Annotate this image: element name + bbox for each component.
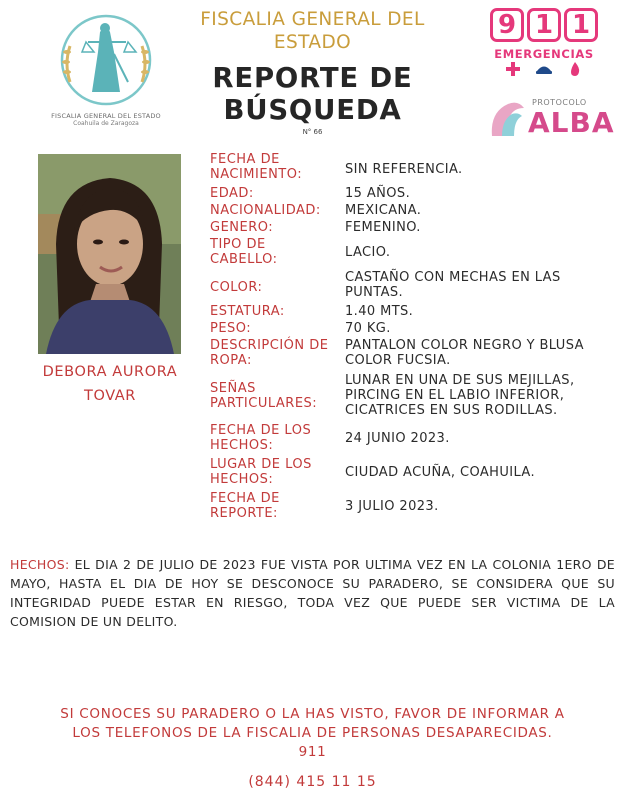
label-line: TIPO DE <box>210 237 266 252</box>
label-line: FECHA DE <box>210 152 280 167</box>
field-value-color <box>345 270 561 300</box>
contact-phone: (844) 415 11 15 <box>248 774 377 790</box>
contact-notice-line3: 911 <box>298 744 327 760</box>
value-line: PUNTAS. <box>345 285 404 300</box>
value-line: CASTAÑO CON MECHAS EN LAS <box>345 270 561 285</box>
field-value-hair-type <box>345 245 390 260</box>
value-line: 3 JULIO 2023. <box>345 499 439 514</box>
emergency-digit: 1 <box>564 8 598 42</box>
emergency-label: EMERGENCIAS <box>494 47 594 61</box>
protocolo-alba-logo <box>488 96 615 142</box>
value-line: LACIO. <box>345 245 391 260</box>
label-line: COLOR: <box>210 280 263 295</box>
label-line: CABELLO: <box>210 252 278 267</box>
field-label-event-place <box>210 457 312 487</box>
emergency-digit: 1 <box>527 8 561 42</box>
report-title-line1: REPORTE DE <box>212 62 413 94</box>
value-line: PIRCING EN EL LABIO INFERIOR, <box>345 388 565 403</box>
field-value-report-date <box>345 499 439 514</box>
medical-cross-icon <box>506 62 520 76</box>
label-line: HECHOS: <box>210 472 274 487</box>
label-line: NACIMIENTO: <box>210 167 303 182</box>
field-label-age <box>210 186 254 201</box>
alba-subtitle: PROTOCOLO <box>532 98 587 107</box>
label-line: FECHA DE <box>210 491 280 506</box>
person-name-line1: DEBORA AURORA <box>42 364 178 380</box>
alba-emblem-icon <box>488 96 530 140</box>
value-line: PANTALON COLOR NEGRO Y BLUSA <box>345 338 584 353</box>
label-line: DESCRIPCIÓN DE <box>210 338 329 353</box>
field-value-event-date <box>345 431 450 446</box>
label-line: FECHA DE LOS <box>210 423 312 438</box>
field-label-hair-type <box>210 237 278 267</box>
field-value-birthdate <box>345 162 463 177</box>
contact-notice <box>20 705 605 762</box>
logo-subcaption: Coahuila de Zaragoza <box>73 120 139 127</box>
label-line: ROPA: <box>210 353 252 368</box>
logo-caption: FISCALIA GENERAL DEL ESTADO <box>51 112 161 120</box>
emergency-911-badge <box>488 8 600 80</box>
field-label-birthdate <box>210 152 302 182</box>
report-title <box>180 62 445 126</box>
value-line: 24 JUNIO 2023. <box>345 431 450 446</box>
field-value-weight <box>345 321 391 336</box>
value-line: CICATRICES EN SUS RODILLAS. <box>345 403 558 418</box>
incident-label: HECHOS: <box>10 557 70 572</box>
value-line: 15 AÑOS. <box>345 186 411 201</box>
field-label-report-date <box>210 491 280 521</box>
field-label-height <box>210 304 285 319</box>
field-label-clothing <box>210 338 328 368</box>
field-value-nationality <box>345 203 421 218</box>
fire-icon <box>568 62 582 76</box>
missing-person-photo <box>38 154 181 354</box>
alba-title: ALBA <box>528 106 615 139</box>
label-line: SEÑAS <box>210 381 256 396</box>
label-line: EDAD: <box>210 186 254 201</box>
emergency-digit: 9 <box>490 8 524 42</box>
value-line: COLOR FUCSIA. <box>345 353 451 368</box>
field-value-clothing <box>345 338 584 368</box>
label-line: PARTICULARES: <box>210 396 318 411</box>
field-value-marks <box>345 373 575 418</box>
value-line: CIUDAD ACUÑA, COAHUILA. <box>345 465 536 480</box>
field-value-event-place <box>345 465 535 480</box>
value-line: 70 KG. <box>345 321 391 336</box>
label-line: GENERO: <box>210 220 274 235</box>
field-label-nationality <box>210 203 321 218</box>
agency-name-line2: ESTADO <box>273 32 352 53</box>
field-label-gender <box>210 220 273 235</box>
person-name <box>25 360 195 408</box>
contact-notice-line1: SI CONOCES SU PARADERO O LA HAS VISTO, FAVOR DE INFORMAR A <box>60 706 565 722</box>
label-line: REPORTE: <box>210 506 278 521</box>
value-line: FEMENINO. <box>345 220 421 235</box>
field-label-color <box>210 280 262 295</box>
value-line: MEXICANA. <box>345 203 422 218</box>
police-cap-icon <box>535 62 553 76</box>
label-line: HECHOS: <box>210 438 274 453</box>
field-label-marks <box>210 381 317 411</box>
label-line: NACIONALIDAD: <box>210 203 321 218</box>
value-line: 1.40 MTS. <box>345 304 414 319</box>
value-line: SIN REFERENCIA. <box>345 162 463 177</box>
agency-name-line1: FISCALIA GENERAL DEL <box>200 9 425 30</box>
incident-description <box>10 555 615 631</box>
label-line: LUGAR DE LOS <box>210 457 312 472</box>
label-line: ESTATURA: <box>210 304 285 319</box>
agency-name <box>180 8 445 54</box>
contact-notice-line2: LOS TELEFONOS DE LA FISCALIA DE PERSONAS DESAPARECIDAS. <box>72 725 553 741</box>
person-name-line2: TOVAR <box>83 388 136 404</box>
field-label-event-date <box>210 423 311 453</box>
label-line: PESO: <box>210 321 252 336</box>
field-value-height <box>345 304 413 319</box>
field-value-gender <box>345 220 421 235</box>
field-label-weight <box>210 321 251 336</box>
report-title-line2: BÚSQUEDA <box>223 94 402 126</box>
incident-text: EL DIA 2 DE JULIO DE 2023 FUE VISTA POR ULTIMA VEZ EN LA COLONIA 1ERO DE MAYO, HASTA EL DIA DE HOY SE DESCONOCE SU PARADERO, SE CONSIDERA QUE SU INTEGRIDAD PUEDE ESTAR EN RIESGO, TODA VEZ QUE PUEDE SER VICTIMA DE LA COMISION DE UN DELITO. <box>10 557 615 629</box>
field-value-age <box>345 186 410 201</box>
value-line: LUNAR EN UNA DE SUS MEJILLAS, <box>345 373 575 388</box>
report-number: N° 66 <box>302 128 323 136</box>
